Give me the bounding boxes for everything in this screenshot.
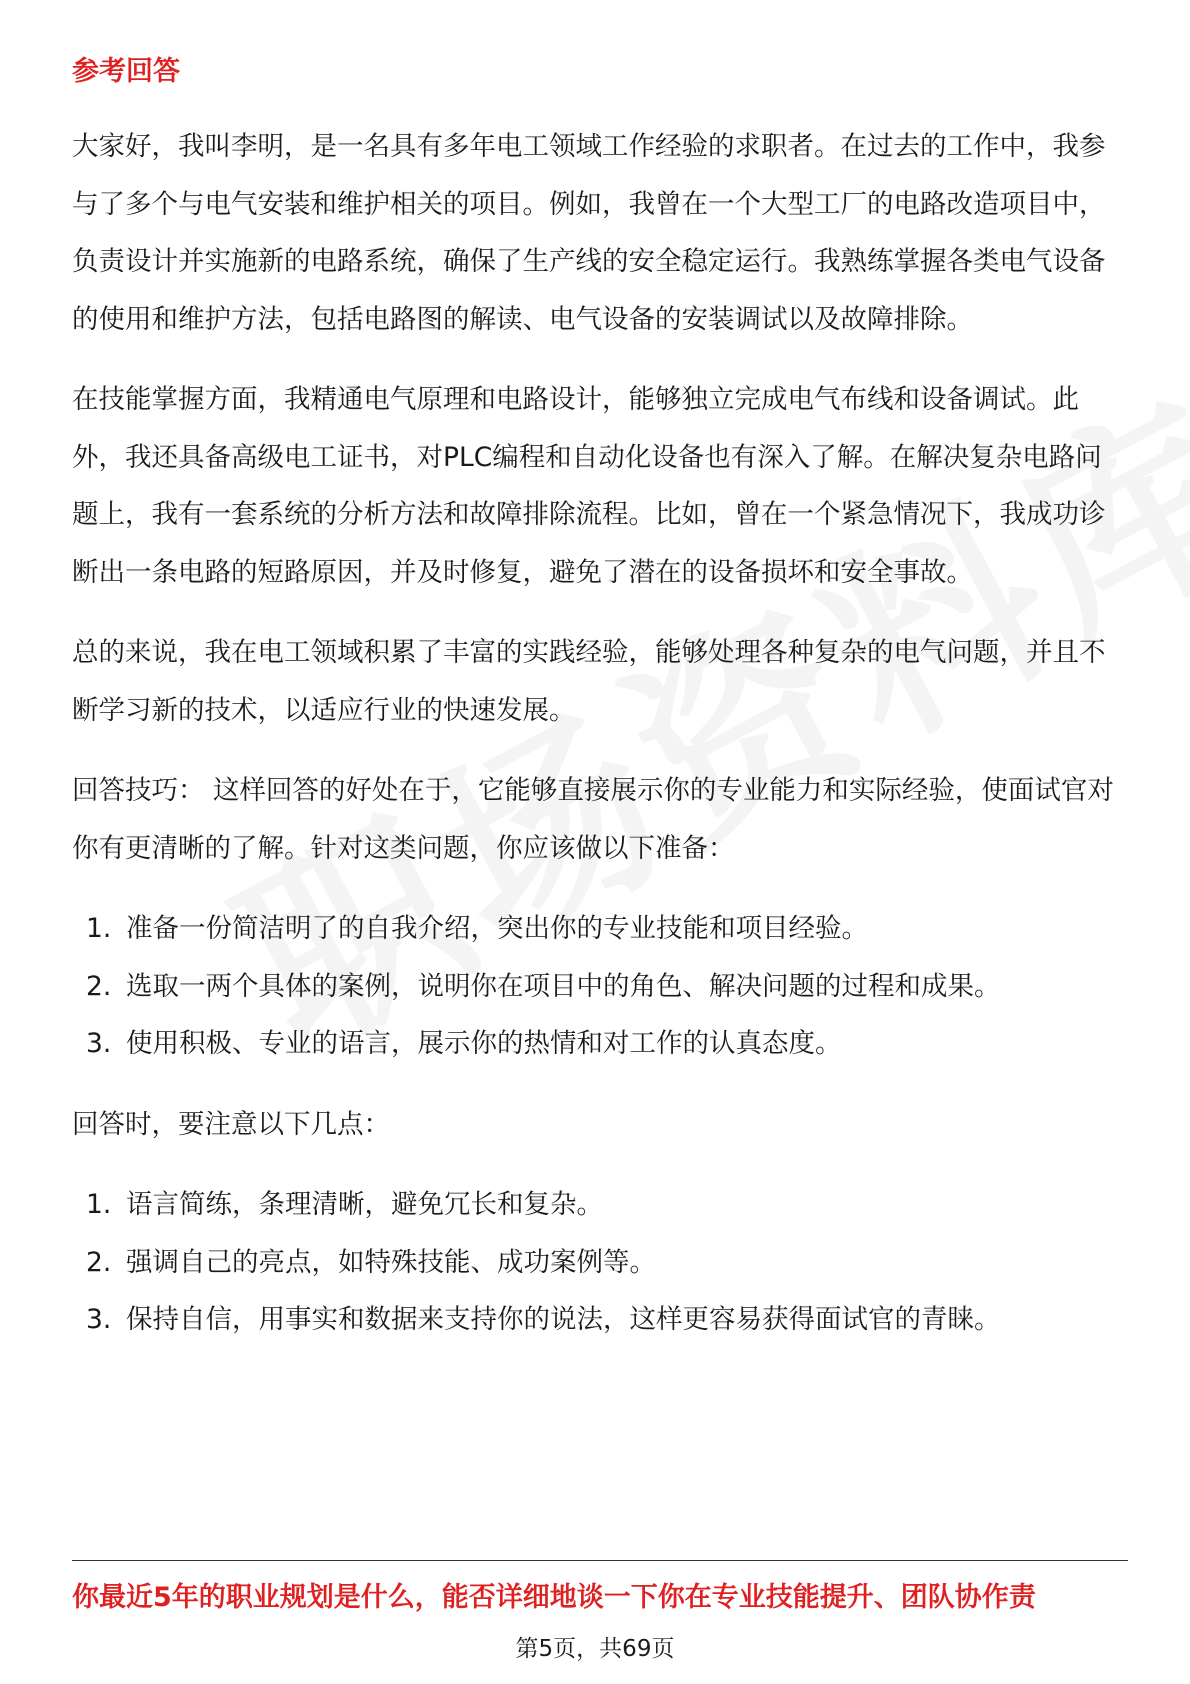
list-item: 1. 语言简练，条理清晰，避免冗长和复杂。 xyxy=(86,1189,603,1220)
answer-content xyxy=(72,118,1128,1372)
next-question-heading: 你最近5年的职业规划是什么，能否详细地谈一下你在专业技能提升、团队协作责 xyxy=(72,1582,1036,1613)
notes-list xyxy=(72,1176,1128,1349)
answer-paragraph-skills: 在技能掌握方面，我精通电气原理和电路设计，能够独立完成电气布线和设备调试。此外，我还具备高级电工证书，对PLC编程和自动化设备也有深入了解。在解决复杂电路问题上，我有一套系统的分析方法和故障排除流程。比如，曾在一个紧急情况下，我成功诊断出一条电路的短路原因，并及时修复，避免了潜在的设备损坏和安全事故。 xyxy=(72,384,1106,588)
preparation-list xyxy=(72,900,1128,1073)
list-item: 1. 准备一份简洁明了的自我介绍，突出你的专业技能和项目经验。 xyxy=(86,913,868,944)
list-item: 2. 选取一两个具体的案例，说明你在项目中的角色、解决问题的过程和成果。 xyxy=(86,970,1001,1002)
answer-paragraph-summary: 总的来说，我在电工领域积累了丰富的实践经验，能够处理各种复杂的电气问题，并且不断学习新的技术，以适应行业的快速发展。 xyxy=(72,637,1106,726)
notes-intro: 回答时，要注意以下几点： xyxy=(72,1108,390,1140)
list-item: 2. 强调自己的亮点，如特殊技能、成功案例等。 xyxy=(86,1246,656,1278)
section-heading: 参考回答 xyxy=(72,56,180,87)
divider xyxy=(72,1560,1128,1561)
answer-tips-paragraph: 回答技巧： 这样回答的好处在于，它能够直接展示你的专业能力和实际经验，使面试官对你有更清晰的了解。针对这类问题，你应该做以下准备： xyxy=(72,775,1114,864)
list-item: 3. 使用积极、专业的语言，展示你的热情和对工作的认真态度。 xyxy=(86,1028,842,1059)
list-item: 3. 保持自信，用事实和数据来支持你的说法，这样更容易获得面试官的青睐。 xyxy=(86,1304,1001,1335)
page-number: 第5页，共69页 xyxy=(515,1636,675,1662)
answer-paragraph-intro: 大家好，我叫李明，是一名具有多年电工领域工作经验的求职者。在过去的工作中，我参与了多个与电气安装和维护相关的项目。例如，我曾在一个大型工厂的电路改造项目中，负责设计并实施新的电路系统，确保了生产线的安全稳定运行。我熟练掌握各类电气设备的使用和维护方法，包括电路图的解读、电气设备的安装调试以及故障排除。 xyxy=(72,131,1106,335)
